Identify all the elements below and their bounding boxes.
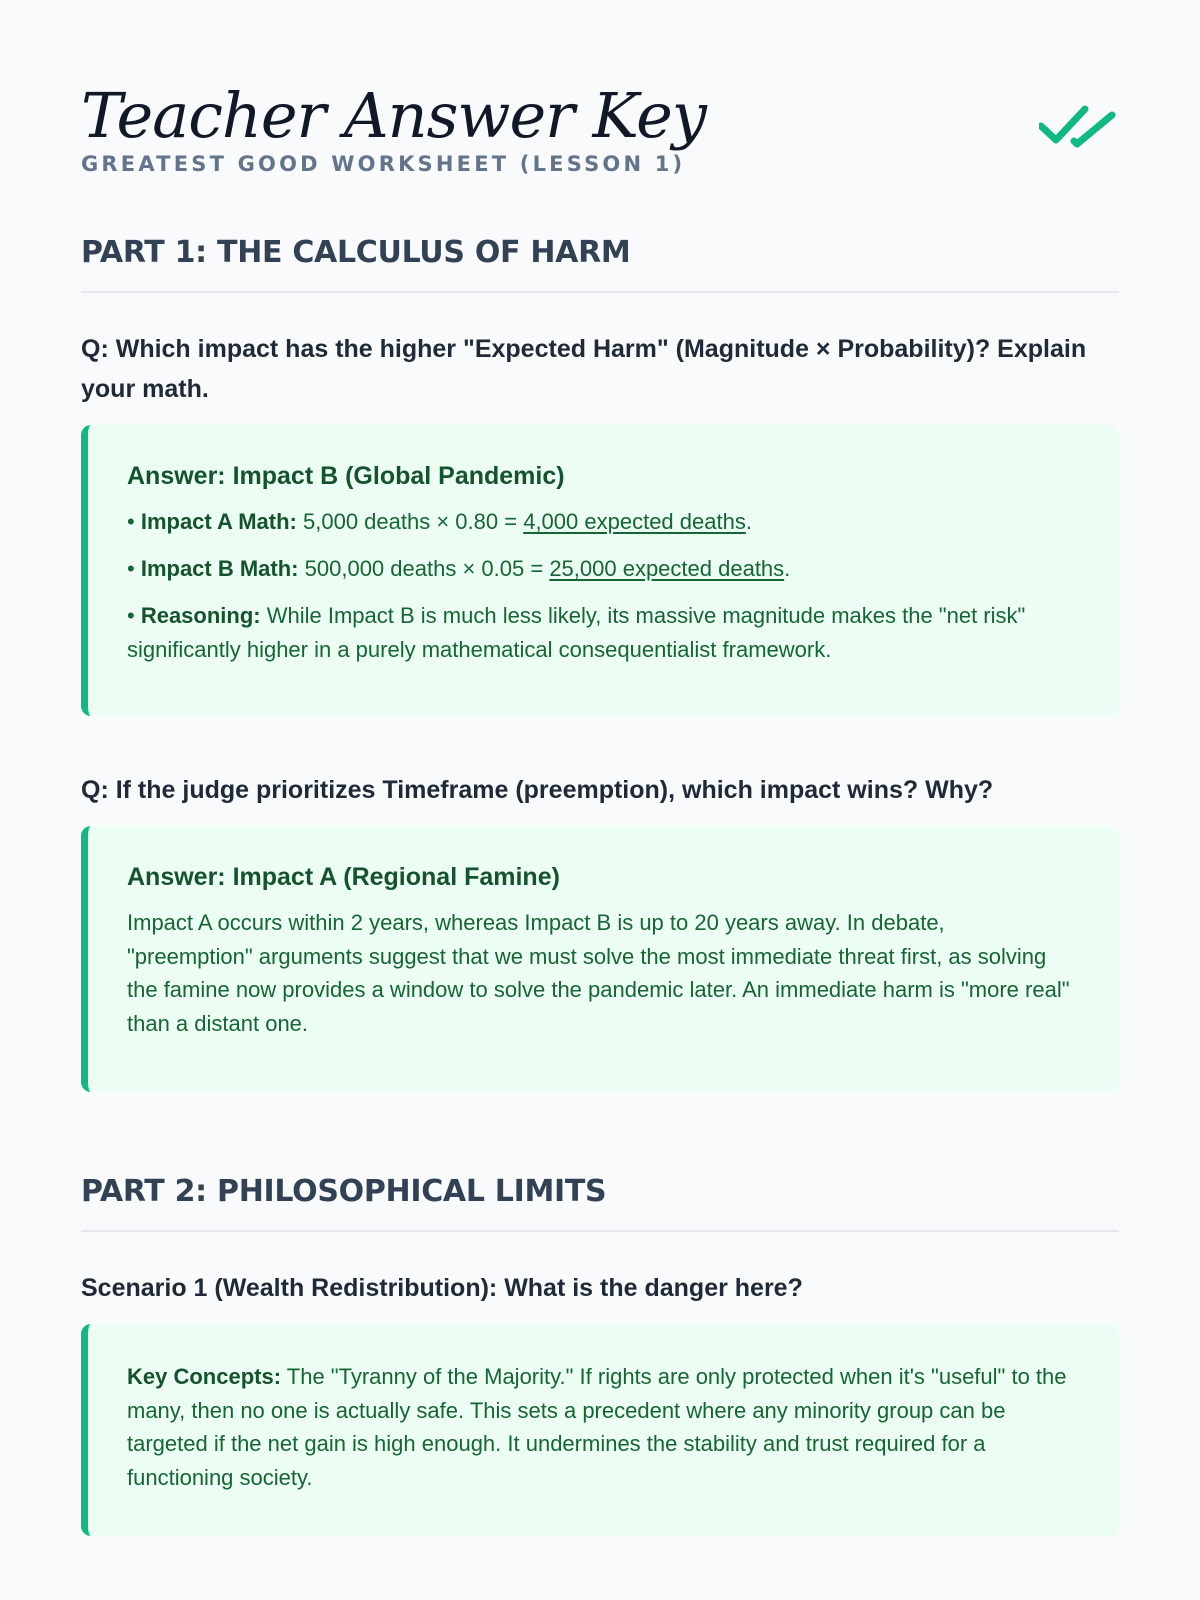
part-1-divider — [81, 291, 1119, 293]
double-check-icon — [1039, 101, 1117, 151]
answer-result: 25,000 expected deaths — [549, 556, 785, 581]
answer-line-impact-a — [127, 505, 1075, 539]
answer-label: Impact B Math: — [140, 556, 299, 581]
answer-result: 4,000 expected deaths — [523, 509, 746, 534]
answer-box-expected-harm — [81, 425, 1119, 716]
answer-text: Impact A occurs within 2 years, whereas Impact B is up to 20 years away. In debate, "preemption" arguments suggest that we must solve the most immediate threat first, as solving the famine now provides a window to solve the pandemic later. An immediate harm is "more real" than a distant one. — [127, 910, 1070, 1036]
answer-box-wealth-redistribution — [81, 1324, 1119, 1536]
answer-period: . — [745, 509, 752, 534]
answer-heading: Answer: Impact A (Regional Famine) — [127, 863, 560, 891]
part-2-divider — [81, 1230, 1119, 1232]
answer-label: Impact A Math: — [140, 509, 297, 534]
answer-line-impact-b — [127, 552, 1075, 586]
answer-expression: 5,000 deaths × 0.80 = — [303, 509, 518, 534]
bullet: • — [127, 556, 135, 581]
question-expected-harm: Q: Which impact has the higher "Expected Harm" (Magnitude × Probability)? Explain your math. — [81, 335, 1087, 403]
part-2-section — [81, 1174, 1119, 1536]
answer-heading: Answer: Impact B (Global Pandemic) — [127, 462, 565, 490]
answer-reasoning-text: While Impact B is much less likely, its massive magnitude makes the "net risk" significantly higher in a purely mathematical consequentialist framework. — [127, 603, 1026, 662]
part-1-section — [81, 235, 1119, 1092]
page-subtitle: GREATEST GOOD WORKSHEET (LESSON 1) — [81, 152, 686, 176]
answer-label: Reasoning: — [140, 603, 261, 628]
answer-concepts-text: The "Tyranny of the Majority." If rights are only protected when it's "useful" to the many, then no one is actually safe. This sets a precedent where any minority group can be targeted if the net gain is high enough. It undermines the stability and trust required for a functioning society. — [127, 1364, 1067, 1490]
page-header — [81, 0, 1119, 192]
question-timeframe: Q: If the judge prioritizes Timeframe (preemption), which impact wins? Why? — [81, 776, 994, 804]
answer-expression: 500,000 deaths × 0.05 = — [304, 556, 544, 581]
answer-line-reasoning — [127, 599, 1075, 667]
page-title: Teacher Answer Key — [81, 79, 706, 152]
bullet: • — [127, 509, 135, 534]
part-1-title: PART 1: THE CALCULUS OF HARM — [81, 235, 631, 270]
answer-text — [127, 1360, 1075, 1494]
answer-label: Key Concepts: — [127, 1364, 282, 1389]
bullet: • — [127, 603, 135, 628]
answer-box-timeframe — [81, 826, 1119, 1092]
answer-period: . — [784, 556, 791, 581]
question-wealth-redistribution: Scenario 1 (Wealth Redistribution): What is the danger here? — [81, 1274, 803, 1302]
part-2-title: PART 2: PHILOSOPHICAL LIMITS — [81, 1174, 607, 1209]
